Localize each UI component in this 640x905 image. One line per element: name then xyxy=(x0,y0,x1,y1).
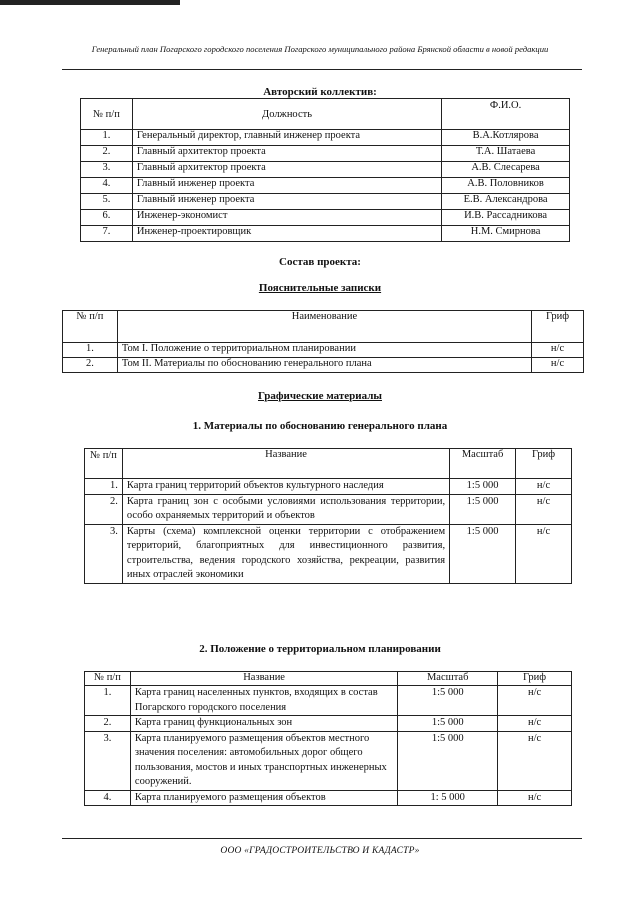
table-row xyxy=(85,524,572,583)
table-row xyxy=(85,686,572,716)
cell-name: Е.В. Александрова xyxy=(442,194,570,210)
cell-stamp: н/с xyxy=(516,524,572,583)
cell-num: 2. xyxy=(85,494,123,524)
col-title: Наименование xyxy=(117,311,531,343)
col-name: Ф.И.О. xyxy=(442,99,570,130)
cell-role: Инженер-экономист xyxy=(132,210,441,226)
cell-stamp: н/с xyxy=(532,343,584,358)
table-row xyxy=(81,130,570,146)
header-rule xyxy=(62,69,582,70)
col-scale: Масштаб xyxy=(398,672,498,686)
col-title: Название xyxy=(130,672,397,686)
cell-num: 4. xyxy=(81,178,133,194)
table-row xyxy=(81,178,570,194)
table-row xyxy=(85,731,572,790)
cell-num: 6. xyxy=(81,210,133,226)
cell-title: Карта планируемого размещения объектов местного значения поселения: автомобильных дорог общего пользования, мостов и иных транспортных инженерных сооружений. xyxy=(130,731,397,790)
notes-header-row xyxy=(63,311,584,343)
cell-stamp: н/с xyxy=(516,494,572,524)
page-edge-mark xyxy=(0,0,180,5)
col-num: № п/п xyxy=(85,449,123,479)
table-row xyxy=(85,494,572,524)
cell-stamp: н/с xyxy=(498,686,572,716)
col-num: № п/п xyxy=(81,99,133,130)
col-role: Должность xyxy=(132,99,441,130)
notes-heading: Пояснительные записки xyxy=(258,282,382,294)
section1-heading: 1. Материалы по обоснованию генерального плана xyxy=(192,420,448,432)
col-title: Название xyxy=(122,449,449,479)
cell-name: А.В. Половников xyxy=(442,178,570,194)
col-stamp: Гриф xyxy=(498,672,572,686)
cell-num: 3. xyxy=(81,162,133,178)
cell-stamp: н/с xyxy=(532,358,584,373)
table-row xyxy=(81,146,570,162)
cell-scale: 1:5 000 xyxy=(450,494,516,524)
table-row xyxy=(85,716,572,732)
cell-scale: 1: 5 000 xyxy=(398,790,498,806)
authors-table xyxy=(80,98,570,242)
cell-title: Карта планируемого размещения объектов xyxy=(130,790,397,806)
cell-num: 1. xyxy=(85,686,131,716)
cell-scale: 1:5 000 xyxy=(398,716,498,732)
table-row xyxy=(85,479,572,495)
section2-header-row xyxy=(85,672,572,686)
cell-stamp: н/с xyxy=(516,479,572,495)
cell-num: 2. xyxy=(81,146,133,162)
cell-role: Инженер-проектировщик xyxy=(132,226,441,242)
cell-stamp: н/с xyxy=(498,790,572,806)
authors-heading: Авторский коллектив: xyxy=(263,86,377,98)
composition-heading: Состав проекта: xyxy=(279,256,361,268)
graphics-heading: Графические материалы xyxy=(257,390,382,402)
cell-scale: 1:5 000 xyxy=(398,686,498,716)
cell-num: 3. xyxy=(85,524,123,583)
cell-num: 1. xyxy=(81,130,133,146)
table-row xyxy=(81,162,570,178)
table-row xyxy=(81,194,570,210)
cell-name: Н.М. Смирнова xyxy=(442,226,570,242)
cell-name: И.В. Рассадникова xyxy=(442,210,570,226)
cell-title: Карта границ зон с особыми условиями использования территории, особо охраняемых территорий и объектов xyxy=(122,494,449,524)
table-row xyxy=(63,358,584,373)
cell-scale: 1:5 000 xyxy=(450,524,516,583)
cell-title: Карта границ функциональных зон xyxy=(130,716,397,732)
cell-role: Главный инженер проекта xyxy=(132,194,441,210)
cell-title: Том II. Материалы по обоснованию генерального плана xyxy=(117,358,531,373)
cell-title: Карты (схема) комплексной оценки территории с отображением территорий, благоприятных для инвестиционного развития, строительства, ведения городского хозяйства, рекреации, развития иных отраслей экономики xyxy=(122,524,449,583)
cell-role: Генеральный директор, главный инженер проекта xyxy=(132,130,441,146)
table-row xyxy=(81,210,570,226)
col-num: № п/п xyxy=(63,311,118,343)
section1-header-row xyxy=(85,449,572,479)
cell-role: Главный архитектор проекта xyxy=(132,162,441,178)
cell-scale: 1:5 000 xyxy=(398,731,498,790)
section2-table xyxy=(84,671,572,806)
cell-num: 7. xyxy=(81,226,133,242)
footer-rule xyxy=(62,838,582,839)
section1-table xyxy=(84,448,572,584)
document-footer: ООО «ГРАДОСТРОИТЕЛЬСТВО И КАДАСТР» xyxy=(220,846,420,856)
cell-num: 1. xyxy=(85,479,123,495)
cell-num: 5. xyxy=(81,194,133,210)
table-row xyxy=(63,343,584,358)
document-header: Генеральный план Погарского городского поселения Погарского муниципального района Брянской области в новой редакции xyxy=(91,44,549,54)
cell-scale: 1:5 000 xyxy=(450,479,516,495)
cell-num: 3. xyxy=(85,731,131,790)
cell-title: Карта границ территорий объектов культурного наследия xyxy=(122,479,449,495)
cell-stamp: н/с xyxy=(498,716,572,732)
cell-name: Т.А. Шатаева xyxy=(442,146,570,162)
cell-name: В.А.Котлярова xyxy=(442,130,570,146)
cell-stamp: н/с xyxy=(498,731,572,790)
col-scale: Масштаб xyxy=(450,449,516,479)
cell-role: Главный архитектор проекта xyxy=(132,146,441,162)
cell-num: 4. xyxy=(85,790,131,806)
col-stamp: Гриф xyxy=(516,449,572,479)
col-stamp: Гриф xyxy=(532,311,584,343)
notes-table xyxy=(62,310,584,373)
cell-role: Главный инженер проекта xyxy=(132,178,441,194)
cell-name: А.В. Слесарева xyxy=(442,162,570,178)
section2-heading: 2. Положение о территориальном планировании xyxy=(199,643,441,655)
table-row xyxy=(85,790,572,806)
cell-num: 1. xyxy=(63,343,118,358)
cell-num: 2. xyxy=(63,358,118,373)
table-row xyxy=(81,226,570,242)
cell-num: 2. xyxy=(85,716,131,732)
authors-header-row xyxy=(81,99,570,130)
col-num: № п/п xyxy=(85,672,131,686)
cell-title: Том I. Положение о территориальном планировании xyxy=(117,343,531,358)
cell-title: Карта границ населенных пунктов, входящих в состав Погарского городского поселения xyxy=(130,686,397,716)
